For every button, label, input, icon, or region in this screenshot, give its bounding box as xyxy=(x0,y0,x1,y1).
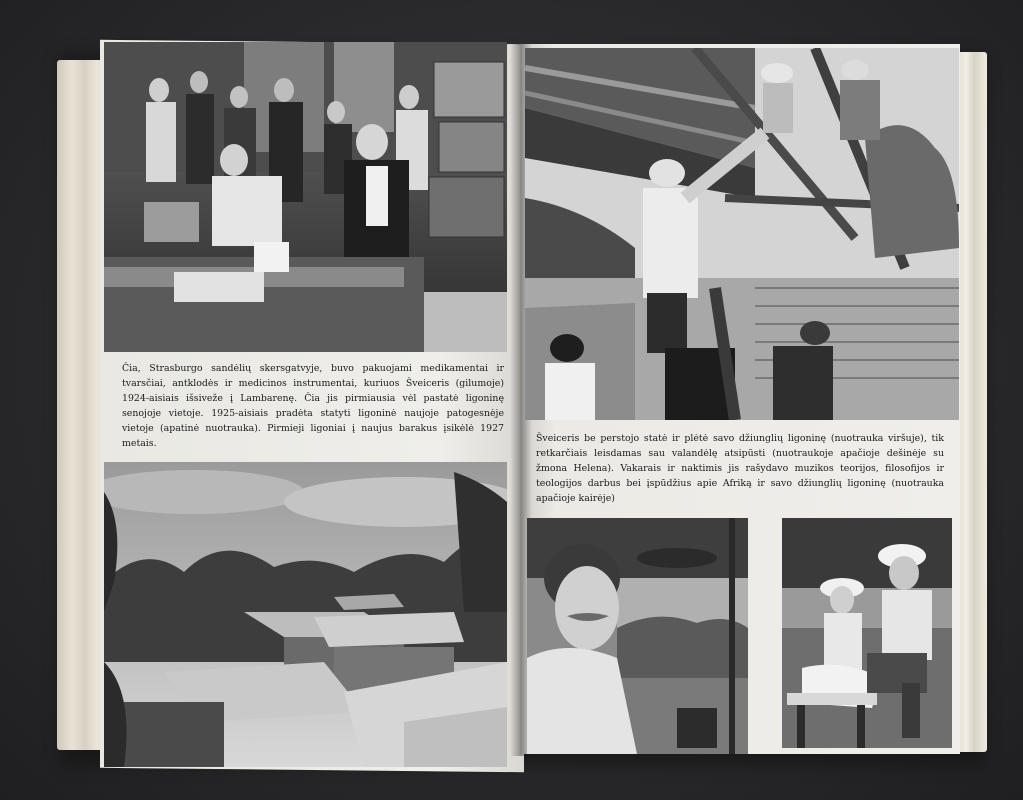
photo-warehouse-packing xyxy=(104,42,507,352)
photo-schweitzer-portrait xyxy=(527,518,748,754)
photo-roof-construction xyxy=(525,48,959,420)
photo-schweitzer-with-helena xyxy=(782,518,952,748)
photo-hospital-barracks xyxy=(104,462,507,767)
caption-left: Čia, Strasburgo sandėlių skersgatvyje, buvo pakuojami medikamentai ir tvarsčiai, antklodės ir medicinos instrumentai, kuriuos Šveiceris (gilumoje) 1924-aisiais išsiveže į Lambarenę. Čia jis pirmiausia vėl pastatė ligoninę senojoje vietoje. 1925-aisiais pradėta statyti ligoninė naujoje patogesnėje vietoje (apatinė nuotrauka). Pirmieji ligoniai į naujus barakus įsikėlė 1927 metais. xyxy=(122,363,504,449)
caption-right: Šveiceris be perstojo statė ir plėtė savo džiunglių ligoninę (nuotrauka viršuje), tik retkarčiais leisdamas sau valandėlę atsipūsti (nuotraukoje apačioje dešinėje su žmona Helena). Vakarais ir naktimis jis rašydavo muzikos teorijos, filosofijos ir teologijos darbus bei įspūdžius apie Afriką ir savo džiunglių ligoninę (nuotrauka apačioje kairėje) xyxy=(536,433,944,504)
